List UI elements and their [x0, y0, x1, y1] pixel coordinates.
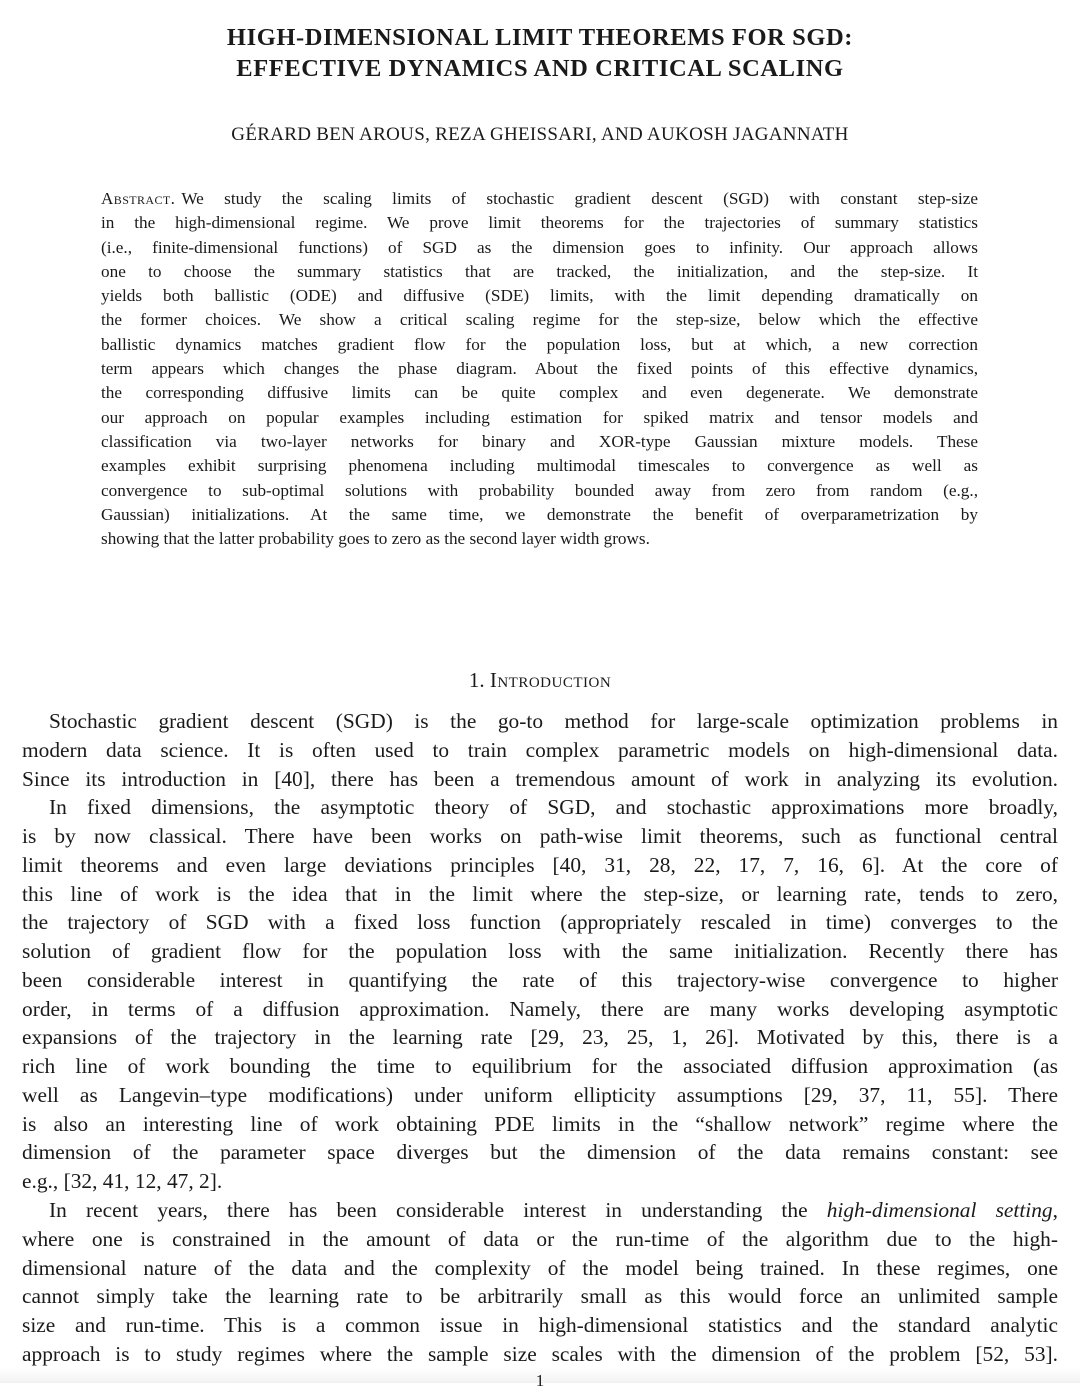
abstract-line: one to choose the summary statistics that are tracked, the initialization, and the step-size. It [101, 261, 978, 281]
emphasis-high-dimensional-setting: high-dimensional setting [826, 1198, 1053, 1223]
paragraph-2-line: e.g., [32, 41, 12, 47, 2]. [22, 1169, 223, 1194]
abstract-line: Abstract. We study the scaling limits of stochastic gradient descent (SGD) with constant step-size [101, 189, 978, 208]
abstract-line: classification via two-layer networks for binary and XOR-type Gaussian mixture models. These [101, 431, 978, 451]
paragraph-2-line: been considerable interest in quantifying the rate of this trajectory-wise convergence to higher [22, 967, 1058, 992]
paragraph-3-line: dimensional nature of the data and the complexity of the model being trained. In these regimes, one [22, 1255, 1058, 1280]
body-text [22, 707, 1058, 1369]
paragraph-2-line: dimension of the parameter space diverges but the dimension of the data remains constant: see [22, 1140, 1058, 1165]
paragraph-2-line: limit theorems and even large deviations principles [40, 31, 28, 22, 17, 7, 16, 6]. At the core of [22, 852, 1058, 877]
paragraph-2-line: order, in terms of a diffusion approximation. Namely, there are many works developing asymptotic [22, 996, 1058, 1021]
abstract-line: ballistic dynamics matches gradient flow for the population loss, but at which, a new correction [101, 334, 978, 354]
abstract-line: (i.e., finite-dimensional functions) of SGD as the dimension goes to infinity. Our approach allows [101, 237, 978, 257]
abstract-line: the corresponding diffusive limits can be quite complex and even degenerate. We demonstrate [101, 383, 978, 403]
paragraph-3-line: cannot simply take the learning rate to be arbitrarily small as this would force an unlimited sample [22, 1284, 1058, 1309]
abstract-line: our approach on popular examples including estimation for spiked matrix and tensor models and [101, 407, 978, 427]
page-number: 1 [535, 1371, 545, 1390]
paragraph-1-line: modern data science. It is often used to train complex parametric models on high-dimensional data. [22, 737, 1058, 762]
paper-title [0, 22, 1080, 84]
title-line-2: EFFECTIVE DYNAMICS AND CRITICAL SCALING [236, 55, 844, 82]
paragraph-2-line: this line of work is the idea that in the limit where the step-size, or learning rate, tends to zero, [22, 881, 1058, 906]
paragraph-2-line: solution of gradient flow for the population loss with the same initialization. Recently there has [22, 939, 1058, 964]
paragraph-3-line: size and run-time. This is a common issue in high-dimensional statistics and the standard analytic [22, 1313, 1058, 1338]
abstract-line: examples exhibit surprising phenomena including multimodal timescales to convergence as well as [101, 456, 978, 476]
paragraph-2-line: In fixed dimensions, the asymptotic theory of SGD, and stochastic approximations more broadly, [49, 795, 1058, 820]
abstract-line: showing that the latter probability goes to zero as the second layer width grows. [101, 529, 650, 549]
abstract-line: term appears which changes the phase diagram. About the fixed points of this effective dynamics, [101, 359, 978, 379]
author-list: GÉRARD BEN AROUS, REZA GHEISSARI, AND AUKOSH JAGANNATH [231, 124, 849, 145]
title-line-1: HIGH-DIMENSIONAL LIMIT THEOREMS FOR SGD: [226, 24, 854, 51]
abstract-line: convergence to sub-optimal solutions with probability bounded away from zero from random (e.g., [101, 480, 978, 500]
paragraph-2-line: expansions of the trajectory in the learning rate [29, 23, 25, 1, 26]. Motivated by this, there is a [22, 1025, 1058, 1050]
abstract-line: Gaussian) initializations. At the same time, we demonstrate the benefit of overparametrization by [101, 504, 978, 524]
section-heading [0, 666, 1080, 694]
abstract [101, 187, 978, 551]
paragraph-3-line: approach is to study regimes where the sample size scales with the dimension of the problem [52, 53]. [22, 1341, 1058, 1366]
section-number: 1. [468, 668, 485, 692]
paragraph-1-line: Since its introduction in [40], there has been a tremendous amount of work in analyzing its evolution. [22, 766, 1058, 791]
abstract-line: the former choices. We show a critical scaling regime for the step-size, below which the effective [101, 310, 978, 330]
paragraph-2-line: is also an interesting line of work obtaining PDE limits in the “shallow network” regime where the [22, 1111, 1058, 1136]
paragraph-2-line: is by now classical. There have been works on path-wise limit theorems, such as functional central [22, 824, 1058, 849]
paragraph-2-line: the trajectory of SGD with a fixed loss function (appropriately rescaled in time) converges to the [22, 910, 1058, 935]
paragraph-3-line: where one is constrained in the amount of data or the run-time of the algorithm due to the high- [22, 1226, 1058, 1251]
paragraph-3-line: In recent years, there has been considerable interest in understanding the high-dimensional setting, [49, 1198, 1058, 1223]
section-title: Introduction [489, 668, 612, 692]
paragraph-2-line: well as Langevin–type modifications) under uniform ellipticity assumptions [29, 37, 11, 55]. There [22, 1082, 1058, 1107]
paragraph-2-line: rich line of work bounding the time to equilibrium for the associated diffusion approximation (as [22, 1054, 1058, 1079]
paragraph-1-line: Stochastic gradient descent (SGD) is the go-to method for large-scale optimization problems in [49, 709, 1058, 733]
abstract-label: Abstract. [101, 189, 176, 208]
abstract-line: yields both ballistic (ODE) and diffusive (SDE) limits, with the limit depending dramatically on [101, 286, 978, 306]
abstract-line: in the high-dimensional regime. We prove limit theorems for the trajectories of summary statistics [101, 213, 978, 233]
